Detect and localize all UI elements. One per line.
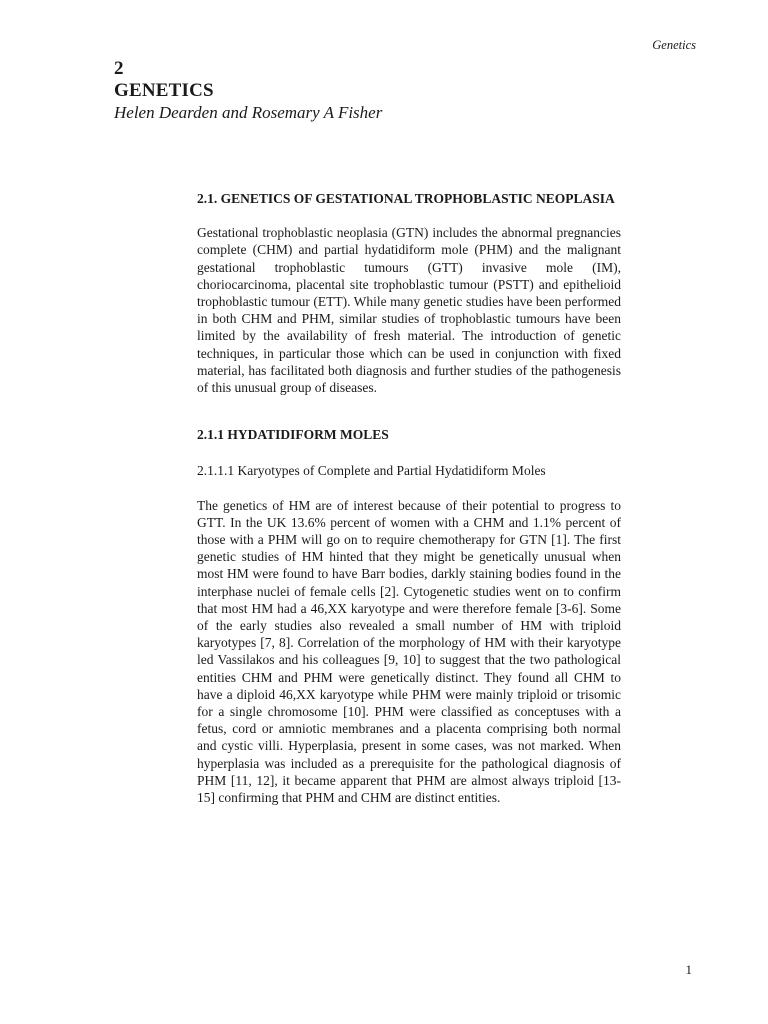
section-heading: 2.1. GENETICS OF GESTATIONAL TROPHOBLASTIC NEOPLASIA: [197, 191, 615, 206]
chapter-title: GENETICS: [114, 80, 214, 101]
chapter-number: 2: [114, 58, 124, 79]
page-number: 1: [685, 962, 692, 977]
section-paragraph: Gestational trophoblastic neoplasia (GTN) includes the abnormal pregnancies complete (CHM) and partial hydatidiform mole (PHM) and the malignant gestational trophoblastic tumours (GTT) invasive mole (IM), choriocarcinoma, placental site trophoblastic tumour (PSTT) and epithelioid trophoblastic tumour (ETT). While many genetic studies have been performed in both CHM and PHM, similar studies of trophoblastic tumours have been limited by the availability of fresh material. The introduction of genetic techniques, in particular those which can be used in conjunction with fixed material, has facilitated both diagnosis and further studies of the pathogenesis of this unusual group of diseases.: [197, 225, 621, 396]
subsubsection-heading: 2.1.1.1 Karyotypes of Complete and Partial Hydatidiform Moles: [197, 463, 546, 479]
subsection-paragraph: The genetics of HM are of interest because of their potential to progress to GTT. In the UK 13.6% percent of women with a CHM and 1.1% percent of those with a PHM will go on to require chemotherapy for GTN [1]. The first genetic studies of HM hinted that they might be genetically unusual when most HM were found to have Barr bodies, darkly staining bodies found in the interphase nuclei of female cells [2]. Cytogenetic studies went on to confirm that most HM had a 46,XX karyotype and were therefore female [3-6]. Some of the early studies also revealed a small number of HM with triploid karyotypes [7, 8]. Correlation of the morphology of HM with their karyotype led Vassilakos and his colleagues [9, 10] to suggest that the two pathological entities CHM and PHM were genetically distinct. They found all CHM to have a diploid 46,XX karyotype while PHM were mainly triploid or trisomic for a single chromosome [10]. PHM were classified as conceptuses with a fetus, cord or amniotic membranes and a placenta comprising both normal and cystic villi. Hyperplasia, present in some cases, was not marked. When hyperplasia was included as a prerequisite for the pathological diagnosis of PHM [11, 12], it became apparent that PHM are almost always triploid [13-15] confirming that PHM and CHM are distinct entities.: [197, 497, 621, 806]
running-header: Genetics: [652, 38, 696, 52]
chapter-authors: Helen Dearden and Rosemary A Fisher: [114, 103, 383, 122]
subsection-heading: 2.1.1 HYDATIDIFORM MOLES: [197, 427, 389, 443]
main-content: [197, 190, 621, 806]
